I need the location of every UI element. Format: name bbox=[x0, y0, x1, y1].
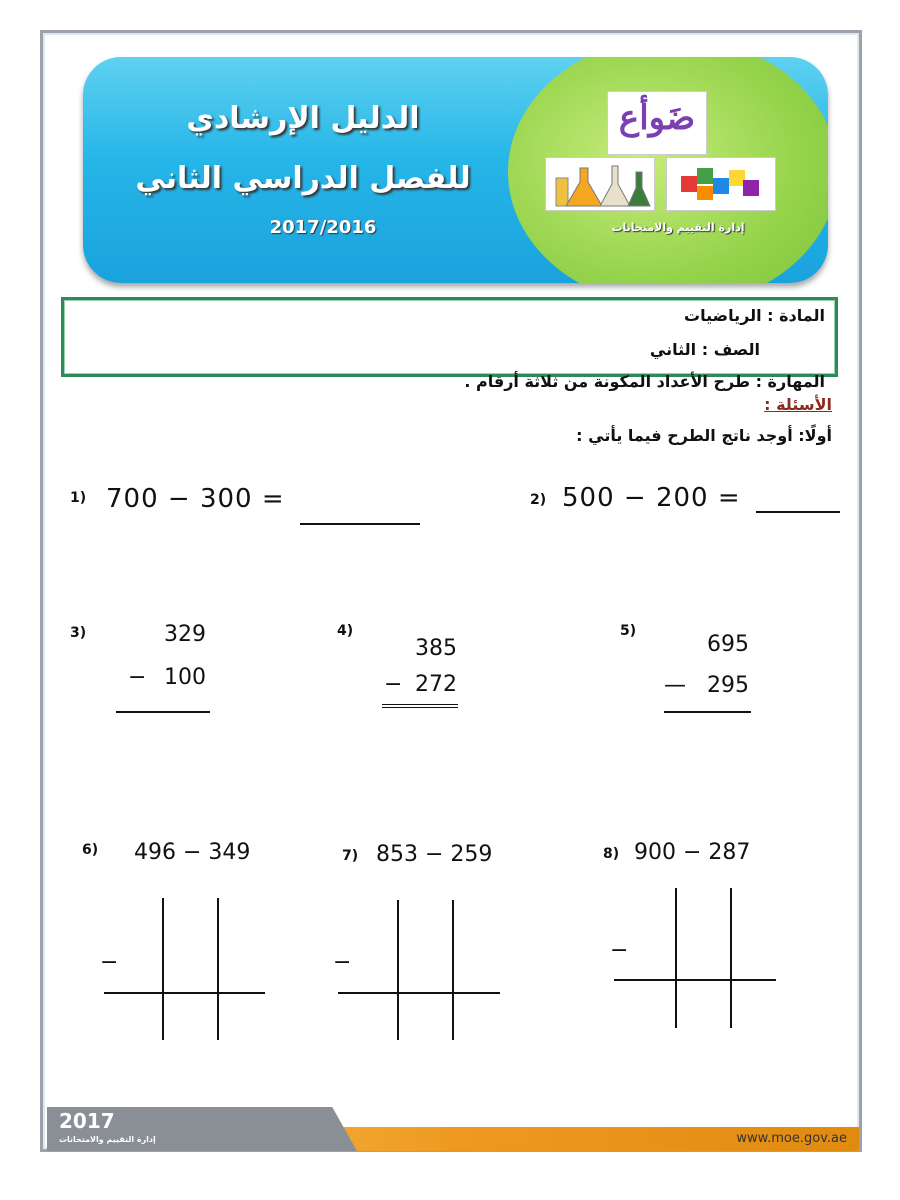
math-numbers-icon bbox=[666, 157, 776, 211]
skill-label: المهارة : طرح الأعداد المكونة من ثلاثة أرقام . bbox=[464, 372, 825, 391]
problem-4-answer-line-top bbox=[382, 704, 458, 705]
footer bbox=[47, 1107, 859, 1149]
problem-7-minus: − bbox=[333, 950, 352, 975]
problem-3-top: 329 bbox=[164, 622, 206, 647]
problem-1-answer-line[interactable] bbox=[300, 523, 420, 525]
lab-flasks-icon bbox=[545, 157, 655, 211]
problem-6-answer-line[interactable] bbox=[104, 992, 265, 994]
problem-3-answer-line[interactable] bbox=[116, 711, 210, 713]
banner-dept: إدارة التقييم والامتحانات bbox=[611, 221, 745, 234]
problem-8-minus: − bbox=[610, 938, 629, 963]
problem-3-minus: − bbox=[128, 665, 147, 690]
problem-4-answer-line[interactable] bbox=[382, 707, 458, 708]
problem-4-top: 385 bbox=[415, 636, 457, 661]
footer-dept: إدارة التقييم والامتحانات bbox=[59, 1135, 156, 1144]
logo-icon bbox=[607, 91, 707, 155]
banner-title-line1: الدليل الإرشادي bbox=[186, 101, 420, 136]
instruction-text: أولًا: أوجد ناتج الطرح فيما يأتي : bbox=[576, 426, 832, 445]
problem-4-bottom: 272 bbox=[415, 672, 457, 697]
problem-8-place-line-1 bbox=[675, 888, 677, 1028]
problem-5-bottom: 295 bbox=[707, 673, 749, 698]
problem-7-number: 7) bbox=[342, 848, 359, 864]
problem-6-place-line-1 bbox=[162, 898, 164, 1040]
problem-7-place-line-1 bbox=[397, 900, 399, 1040]
problem-8-number: 8) bbox=[603, 846, 620, 862]
problem-4-minus: − bbox=[384, 672, 403, 697]
footer-url[interactable]: www.moe.gov.ae bbox=[736, 1131, 847, 1146]
problem-3-bottom: 100 bbox=[164, 665, 206, 690]
problem-2-expression: 500 − 200 = bbox=[562, 483, 741, 513]
questions-heading: الأسئلة : bbox=[764, 395, 832, 414]
problem-7-expression: 853 − 259 bbox=[376, 842, 493, 867]
subject-label: المادة : الرياضيات bbox=[684, 306, 825, 325]
banner-title-line2: للفصل الدراسي الثاني bbox=[135, 161, 471, 196]
problem-1-expression: 700 − 300 = bbox=[106, 484, 285, 514]
problem-7-answer-line[interactable] bbox=[338, 992, 500, 994]
problem-3-number: 3) bbox=[70, 625, 87, 641]
problem-6-number: 6) bbox=[82, 842, 99, 858]
footer-year: 2017 bbox=[59, 1109, 115, 1133]
problem-8-answer-line[interactable] bbox=[614, 979, 776, 981]
logo-text: ضَوأع bbox=[618, 98, 696, 138]
problem-8-place-line-2 bbox=[730, 888, 732, 1028]
problem-5-answer-line[interactable] bbox=[664, 711, 751, 713]
problem-5-number: 5) bbox=[620, 623, 637, 639]
problem-6-minus: − bbox=[100, 950, 119, 975]
problem-1-number: 1) bbox=[70, 490, 87, 506]
problem-4-number: 4) bbox=[337, 623, 354, 639]
problem-6-expression: 496 − 349 bbox=[134, 840, 251, 865]
problem-5-minus: — bbox=[664, 673, 686, 698]
problem-2-answer-line[interactable] bbox=[756, 511, 840, 513]
problem-5-top: 695 bbox=[707, 632, 749, 657]
problem-8-expression: 900 − 287 bbox=[634, 840, 751, 865]
problem-7-place-line-2 bbox=[452, 900, 454, 1040]
grade-label: الصف : الثاني bbox=[649, 340, 760, 359]
problem-2-number: 2) bbox=[530, 492, 547, 508]
banner-year: 2017/2016 bbox=[269, 217, 377, 238]
problem-6-place-line-2 bbox=[217, 898, 219, 1040]
header-banner bbox=[83, 57, 828, 283]
